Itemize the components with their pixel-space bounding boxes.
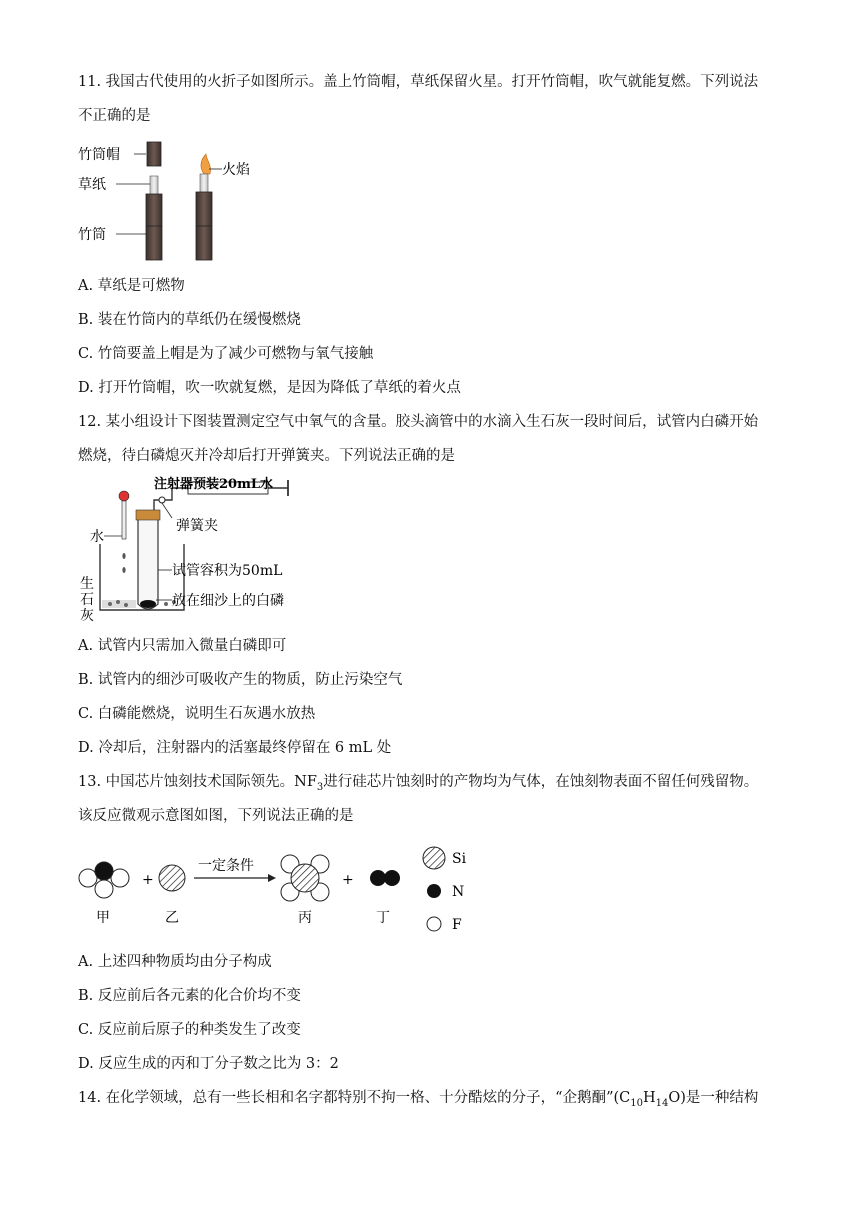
q11-option-a: A. 草纸是可燃物: [78, 278, 185, 294]
q13-stem-line1: 13. 中国芯片蚀刻技术国际领先。$NF_3$进行硅芯片蚀刻时的产物均为气体，在蚀刻物表面不留任何残留物。: [78, 774, 759, 793]
paper-shape: [150, 176, 158, 196]
q12-oxygen-apparatus-figure: [76, 474, 316, 624]
label-quicklime-1: 生: [80, 576, 94, 592]
q12-option-c: C. 白磷能燃烧，说明生石灰遇水放热: [78, 706, 316, 722]
reaction-condition: 一定条件: [198, 858, 254, 874]
white-phosphorus-shape: [140, 600, 156, 608]
q13-reaction-diagram: [76, 838, 476, 942]
spring-clamp-icon: [159, 497, 165, 503]
q11-stem-line1: 11. 我国古代使用的火折子如图所示。盖上竹筒帽，草纸保留火星。打开竹筒帽，吹气就能复燃。下列说法: [78, 74, 759, 90]
q13-option-a: A. 上述四种物质均由分子构成: [78, 954, 272, 970]
q13-stem-line2: 该反应微观示意图如图，下列说法正确的是: [78, 808, 354, 824]
legend-si-icon: [423, 847, 445, 869]
q12-stem-line1: 12. 某小组设计下图装置测定空气中氧气的含量。胶头滴管中的水滴入生石灰一段时间后，试管内白磷开始: [78, 414, 759, 430]
plus-sign-1: +: [142, 872, 154, 888]
legend-si-label: Si: [452, 851, 467, 867]
atom-si: [159, 865, 185, 891]
q12-option-d: D. 冷却后，注射器内的活塞最终停留在 6 mL 处: [78, 740, 392, 756]
q13-option-b: B. 反应前后各元素的化合价均不变: [78, 988, 301, 1004]
bamboo-tube-shape: [146, 194, 162, 260]
q12-stem-line2: 燃烧，待白磷熄灭并冷却后打开弹簧夹。下列说法正确的是: [78, 448, 455, 464]
legend-f-icon: [427, 917, 441, 931]
label-white-phosphorus: 放在细沙上的白磷: [172, 593, 284, 609]
bamboo-cap-shape: [147, 142, 161, 166]
q12-option-b: B. 试管内的细沙可吸收产生的物质，防止污染空气: [78, 672, 403, 688]
legend-n-label: N: [452, 884, 465, 900]
label-quicklime-2: 石: [80, 592, 94, 608]
label-yi: 乙: [165, 910, 179, 926]
molecule-n2: [370, 870, 400, 886]
flame-icon: [201, 154, 211, 174]
label-quicklime-3: 灰: [80, 608, 94, 624]
label-bamboo-tube: 竹筒: [78, 227, 106, 243]
label-tube-volume: 试管容积为50mL: [172, 563, 283, 579]
q11-fire-starter-figure: [76, 136, 276, 266]
molecule-sif4: [281, 855, 329, 901]
label-paper: 草纸: [78, 177, 106, 193]
dropper-tube-shape: [122, 501, 126, 539]
molecule-nf3: [79, 862, 129, 898]
q12-option-a: A. 试管内只需加入微量白磷即可: [78, 638, 287, 654]
test-tube-shape: [138, 520, 158, 609]
q13-option-c: C. 反应前后原子的种类发生了改变: [78, 1022, 301, 1038]
q11-option-d: D. 打开竹筒帽，吹一吹就复燃，是因为降低了草纸的着火点: [78, 380, 461, 396]
q11-option-c: C. 竹筒要盖上帽是为了减少可燃物与氧气接触: [78, 346, 374, 362]
q11-stem-line2: 不正确的是: [78, 108, 151, 124]
q14-stem-line1: 14. 在化学领域，总有一些长相和名字都特别不拘一格、十分酷炫的分子，“企鹅酮$”(C_{10}H_{14}O)$是一种结构: [78, 1090, 759, 1109]
legend-n-icon: [427, 884, 441, 898]
label-ding: 丁: [376, 910, 390, 926]
label-spring-clamp: 弹簧夹: [176, 518, 218, 534]
label-bing: 丙: [298, 910, 312, 926]
label-syringe: 注射器预装20mL水: [154, 477, 273, 492]
q11-option-b: B. 装在竹筒内的草纸仍在缓慢燃烧: [78, 312, 301, 328]
dropper-bulb-shape: [119, 491, 129, 501]
label-flame: 火焰: [222, 162, 250, 178]
plus-sign-2: +: [342, 872, 354, 888]
q13-option-d: D. 反应生成的丙和丁分子数之比为 3：2: [78, 1056, 339, 1072]
label-water: 水: [90, 529, 104, 545]
legend-f-label: F: [452, 917, 462, 933]
arrow-icon: [268, 874, 276, 882]
label-jia: 甲: [96, 910, 110, 926]
label-bamboo-cap: 竹筒帽: [78, 147, 120, 163]
